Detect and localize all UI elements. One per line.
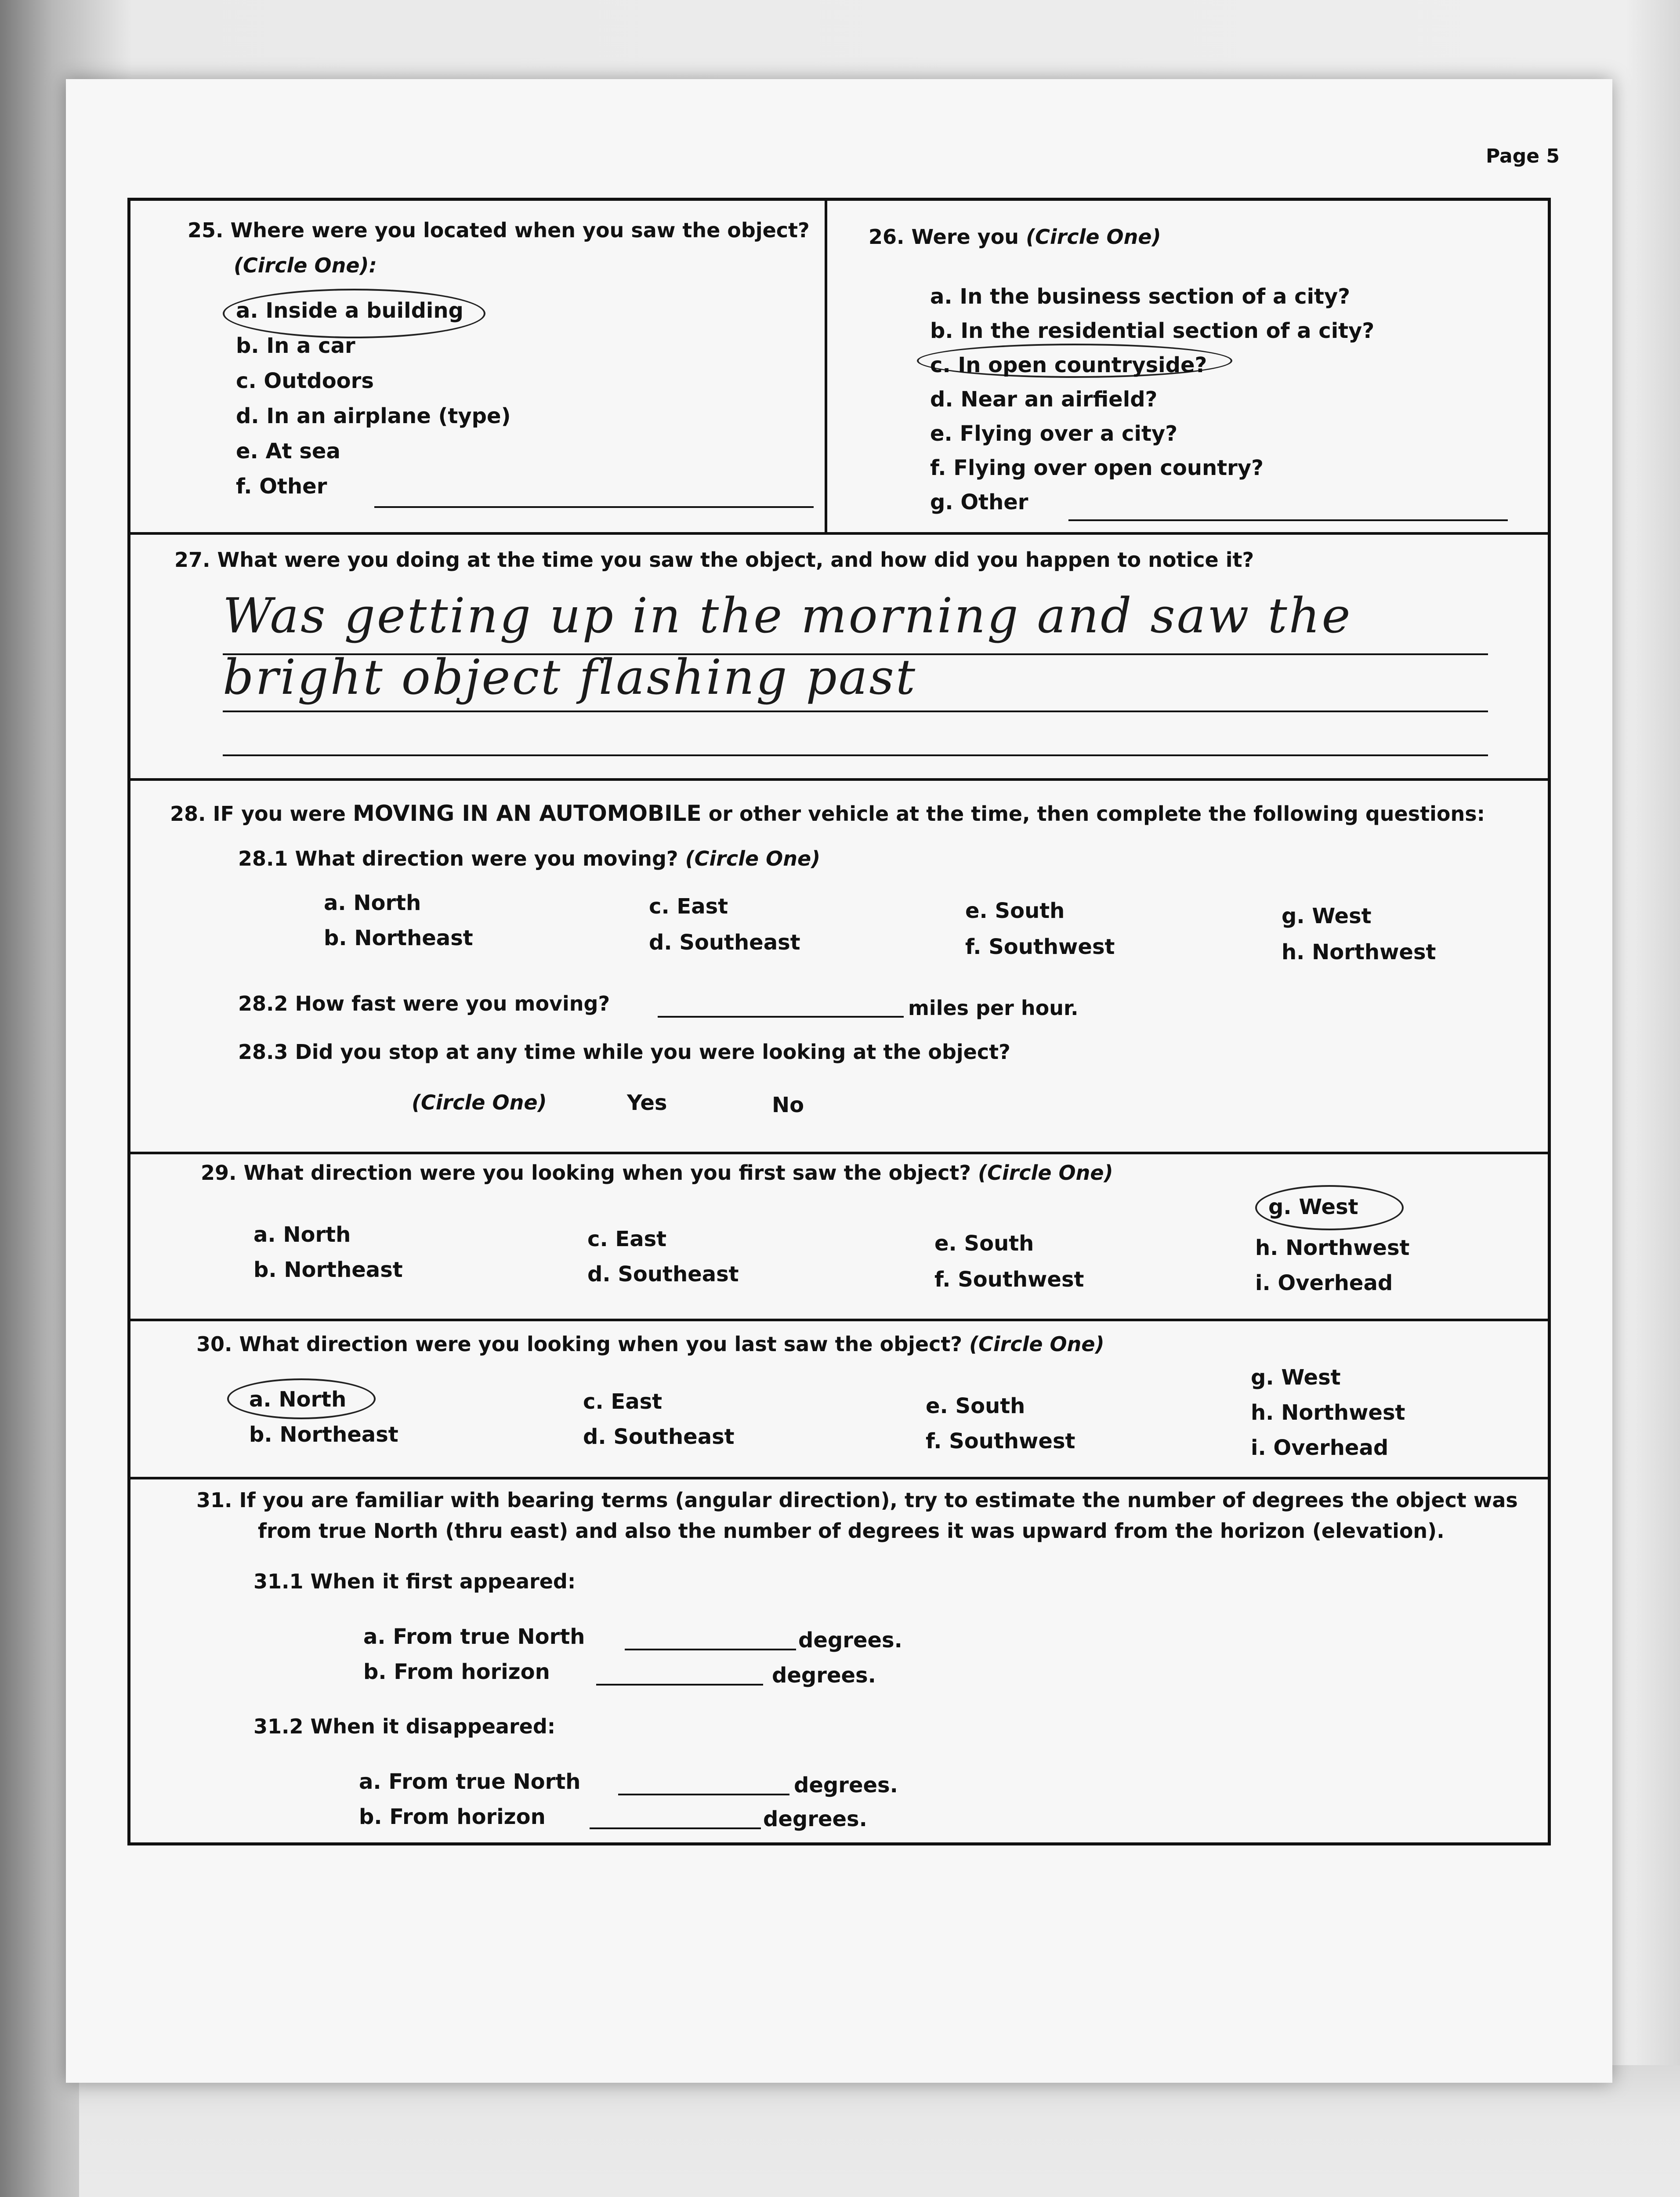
q31-1-true-north-line[interactable] <box>625 1649 796 1650</box>
q29-option-d[interactable]: d. Southeast <box>587 1262 739 1287</box>
q28-2-heading: 28.2 How fast were you moving? <box>238 992 610 1015</box>
q29-option-f[interactable]: f. Southwest <box>934 1267 1084 1292</box>
q29-heading: 29. What direction were you looking when you first saw the object? (Circle One) <box>201 1161 1113 1185</box>
q30-option-c[interactable]: c. East <box>583 1389 663 1414</box>
section-30 <box>130 1321 1548 1479</box>
q26-option-a[interactable]: a. In the business section of a city? <box>930 284 1351 309</box>
q30-option-b[interactable]: b. Northeast <box>249 1422 398 1447</box>
q29-option-a[interactable]: a. North <box>253 1222 351 1247</box>
q26-instruction: (Circle One) <box>1026 225 1161 249</box>
column-divider <box>825 201 827 532</box>
q28-1-option-g[interactable]: g. West <box>1282 904 1372 928</box>
q30-option-h[interactable]: h. Northwest <box>1251 1400 1405 1425</box>
section-27 <box>130 535 1548 781</box>
q28-2-suffix: miles per hour. <box>908 996 1079 1020</box>
q25-option-d[interactable]: d. In an airplane (type) <box>236 404 511 428</box>
q30-option-e[interactable]: e. South <box>926 1394 1025 1418</box>
q28-number: 28. <box>170 802 206 826</box>
q31-heading-line-1: 31. If you are familiar with bearing terms (angular direction), try to estimate the number of degrees the object was <box>196 1488 1518 1512</box>
q30-option-g[interactable]: g. West <box>1251 1365 1341 1390</box>
q27-line-3 <box>223 754 1488 756</box>
q27-number: 27. <box>174 548 210 572</box>
q28-3-heading: 28.3 Did you stop at any time while you were looking at the object? <box>238 1040 1010 1064</box>
q31-1-horizon-line[interactable] <box>596 1684 763 1686</box>
q28-prefix: IF you were <box>213 802 346 826</box>
q29-option-g[interactable]: g. West <box>1268 1195 1358 1219</box>
q29-option-b[interactable]: b. Northeast <box>253 1258 403 1282</box>
q26-option-f[interactable]: f. Flying over open country? <box>930 456 1264 480</box>
lower-sheet <box>79 2065 1680 2197</box>
q28-1-option-h[interactable]: h. Northwest <box>1282 940 1436 964</box>
q28-emphasis: MOVING IN AN AUTOMOBILE <box>353 801 702 826</box>
q31-2-heading: 31.2 When it disappeared: <box>253 1715 556 1738</box>
q25-heading <box>188 218 810 242</box>
q26-option-e[interactable]: e. Flying over a city? <box>930 421 1178 446</box>
q28-1-heading: 28.1 What direction were you moving? (Circle One) <box>238 847 821 870</box>
q31-heading-line-2: from true North (thru east) and also the number of degrees it was upward from the horizon (elevation). <box>258 1519 1445 1543</box>
q26-option-d[interactable]: d. Near an airfield? <box>930 387 1158 412</box>
q25-option-e[interactable]: e. At sea <box>236 439 340 464</box>
q28-3-no[interactable]: No <box>772 1093 804 1117</box>
q27-answer-line-2: bright object flashing past <box>223 649 917 705</box>
q30-option-a[interactable]: a. North <box>249 1387 347 1412</box>
q31-1-heading: 31.1 When it first appeared: <box>253 1570 576 1593</box>
q31-2-true-north: a. From true North <box>359 1769 581 1794</box>
section-31 <box>130 1479 1548 1842</box>
q31-1-true-north-suffix: degrees. <box>798 1628 902 1653</box>
q25-instruction: (Circle One): <box>234 254 377 277</box>
form-page <box>66 79 1612 2083</box>
form-frame <box>127 198 1551 1845</box>
q29-option-h[interactable]: h. Northwest <box>1255 1236 1410 1260</box>
q25-option-f[interactable]: f. Other <box>236 474 327 499</box>
q26-text: Were you <box>911 225 1019 249</box>
q30-option-i[interactable]: i. Overhead <box>1251 1436 1389 1460</box>
q26-heading <box>869 225 1161 249</box>
q26-option-g[interactable]: g. Other <box>930 490 1028 515</box>
q28-1-option-e[interactable]: e. South <box>965 899 1065 923</box>
q31-1-horizon: b. From horizon <box>363 1660 550 1684</box>
q29-option-e[interactable]: e. South <box>934 1231 1034 1256</box>
q28-1-option-f[interactable]: f. Southwest <box>965 935 1115 959</box>
q31-2-horizon-suffix: degrees. <box>763 1807 867 1831</box>
q25-text: Where were you located when you saw the object? <box>230 218 810 242</box>
q31-2-horizon: b. From horizon <box>359 1805 546 1829</box>
section-28 <box>130 781 1548 1154</box>
q27-answer-line-1: Was getting up in the morning and saw the <box>223 587 1352 644</box>
q28-1-option-c[interactable]: c. East <box>649 894 728 919</box>
q31-2-true-north-line[interactable] <box>618 1794 789 1795</box>
q28-1-option-a[interactable]: a. North <box>324 891 421 915</box>
q31-2-horizon-line[interactable] <box>590 1827 761 1829</box>
q28-3-yes[interactable]: Yes <box>627 1091 667 1115</box>
q28-2-speed-line <box>658 1016 904 1018</box>
q26-number: 26. <box>869 225 905 249</box>
page-number: Page 5 <box>1485 145 1560 167</box>
q28-suffix: or other vehicle at the time, then complete the following questions: <box>708 802 1485 826</box>
q30-option-f[interactable]: f. Southwest <box>926 1429 1075 1454</box>
q31-2-true-north-suffix: degrees. <box>794 1773 898 1798</box>
q26-option-b[interactable]: b. In the residential section of a city? <box>930 319 1375 343</box>
q31-1-horizon-suffix: degrees. <box>772 1663 876 1688</box>
q29-option-i[interactable]: i. Overhead <box>1255 1271 1393 1295</box>
q28-3-instruction: (Circle One) <box>412 1091 547 1114</box>
q31-1-true-north: a. From true North <box>363 1624 585 1649</box>
section-25-26 <box>130 201 1548 535</box>
q25-option-c[interactable]: c. Outdoors <box>236 369 374 393</box>
q25-other-line <box>374 506 814 508</box>
section-29 <box>130 1154 1548 1321</box>
q28-heading <box>170 801 1485 826</box>
q26-other-line <box>1068 519 1508 521</box>
q30-heading: 30. What direction were you looking when you last saw the object? (Circle One) <box>196 1332 1104 1356</box>
q25-number: 25. <box>188 218 224 242</box>
q25-option-a[interactable]: a. Inside a building <box>236 298 463 323</box>
q25-option-b[interactable]: b. In a car <box>236 334 355 358</box>
q26-option-c[interactable]: c. In open countryside? <box>930 353 1207 377</box>
q29-option-c[interactable]: c. East <box>587 1227 667 1251</box>
q28-1-option-d[interactable]: d. Southeast <box>649 930 800 955</box>
q27-text: What were you doing at the time you saw the object, and how did you happen to notice it? <box>217 548 1254 572</box>
q27-line-2 <box>223 711 1488 712</box>
q27-heading <box>174 548 1254 572</box>
q30-option-d[interactable]: d. Southeast <box>583 1425 735 1449</box>
q28-1-option-b[interactable]: b. Northeast <box>324 926 473 950</box>
